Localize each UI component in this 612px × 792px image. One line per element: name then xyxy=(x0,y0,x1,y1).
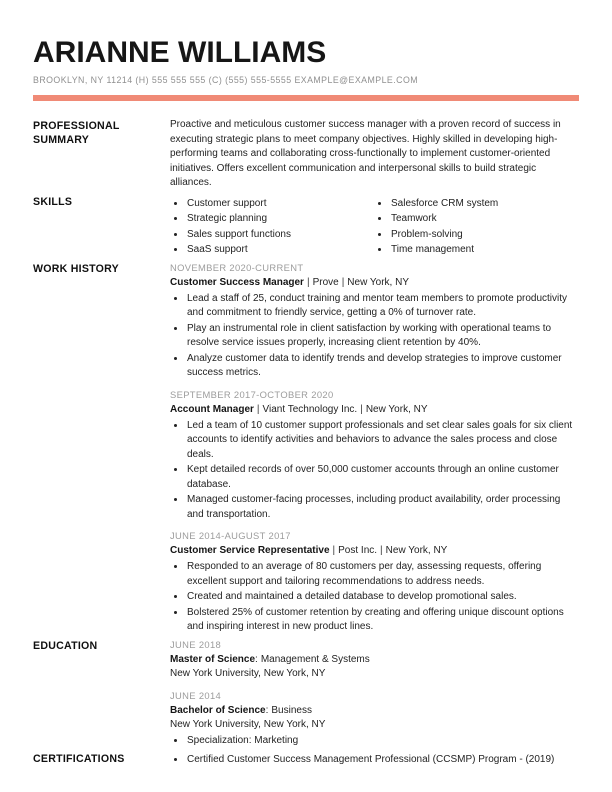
section-professional-summary xyxy=(33,118,579,191)
degree-entry xyxy=(170,639,579,682)
job-bullet-list xyxy=(170,418,579,523)
job-company: Post Inc. xyxy=(338,545,378,556)
section-education xyxy=(33,638,579,749)
job-location: New York, NY xyxy=(347,276,409,288)
section-label-skills: SKILLS xyxy=(33,195,73,208)
job-entry xyxy=(170,262,579,381)
pipe-separator: | xyxy=(332,545,336,556)
school-name: New York University, New York, NY xyxy=(170,668,326,679)
job-bullet: • Managed customer-facing processes, including product availability, order processing and transportation. xyxy=(186,492,579,522)
job-title: Customer Success Manager xyxy=(170,276,304,288)
job-entry xyxy=(170,530,579,635)
degree-line xyxy=(170,653,579,668)
section-certifications xyxy=(33,751,579,768)
skill-item: • Salesforce CRM system xyxy=(390,196,498,212)
pipe-separator: | xyxy=(341,276,345,288)
degree-line xyxy=(170,704,579,719)
education-bullet: • Specialization: Marketing xyxy=(186,733,579,749)
degree-entry xyxy=(170,690,579,749)
resume-body xyxy=(33,118,579,768)
school-name: New York University, New York, NY xyxy=(170,719,326,730)
person-name: ARIANNE WILLIAMS xyxy=(33,36,327,69)
job-location: New York, NY xyxy=(365,403,428,415)
skills-list-right xyxy=(374,196,498,258)
skill-item: • Customer support xyxy=(186,196,374,212)
job-dates: JUNE 2014-AUGUST 2017 xyxy=(170,530,291,541)
colon-separator: : xyxy=(255,653,258,665)
job-company: Prove xyxy=(312,276,339,288)
degree-field: Business xyxy=(271,704,312,716)
skill-item: • Strategic planning xyxy=(186,211,374,227)
skill-item: • SaaS support xyxy=(186,242,374,258)
section-label-summary: PROFESSIONAL SUMMARY xyxy=(33,120,120,146)
job-bullet: • Lead a staff of 25, conduct training and mentor team members to promote productivity and commitment to friendly service, getting a 0% of turnover rate. xyxy=(186,291,579,321)
section-label-education: EDUCATION xyxy=(33,639,98,652)
skills-list-left xyxy=(170,196,374,258)
certification-item: • Certified Customer Success Management Professional (CCSMP) Program - (2019) xyxy=(186,752,579,768)
job-entry xyxy=(170,389,579,523)
job-dates: SEPTEMBER 2017-OCTOBER 2020 xyxy=(170,388,334,400)
job-dates: NOVEMBER 2020-CURRENT xyxy=(170,261,304,273)
education-bullet-list xyxy=(170,733,579,749)
job-bullet: • Responded to an average of 80 customers per day, assessing requests, offering excellent support and tailoring recommendations to address needs. xyxy=(186,559,579,589)
pipe-separator: | xyxy=(360,403,363,415)
job-bullet-list xyxy=(170,291,579,381)
accent-divider xyxy=(33,95,579,101)
job-bullet: • Kept detailed records of over 50,000 customer accounts through an online customer database. xyxy=(186,462,579,492)
contact-line: BROOKLYN, NY 11214 (H) 555 555 555 (C) (555) 555-5555 EXAMPLE@EXAMPLE.COM xyxy=(33,75,419,85)
section-label-work-history: WORK HISTORY xyxy=(33,262,119,275)
skill-item: • Problem-solving xyxy=(390,227,498,243)
job-title-line xyxy=(170,544,579,558)
resume-header xyxy=(33,38,579,101)
pipe-separator: | xyxy=(306,276,310,288)
job-title: Customer Service Representative xyxy=(170,545,330,556)
job-title: Account Manager xyxy=(170,403,254,415)
skill-item: • Teamwork xyxy=(390,211,498,227)
job-company: Viant Technology Inc. xyxy=(262,403,358,415)
degree-date: JUNE 2014 xyxy=(170,689,222,701)
job-bullet: • Created and maintained a detailed database to develop promotional sales. xyxy=(186,589,579,605)
job-bullet-list xyxy=(170,559,579,635)
degree-field: Management & Systems xyxy=(260,653,370,665)
job-bullet: • Analyze customer data to identify trends and develop strategies to improve customer success metrics. xyxy=(186,351,579,381)
job-location: New York, NY xyxy=(385,545,448,556)
section-skills xyxy=(33,194,579,258)
degree-date: JUNE 2018 xyxy=(170,638,222,650)
colon-separator: : xyxy=(265,704,269,716)
job-title-line xyxy=(170,276,579,290)
degree-name: Master of Science xyxy=(170,653,256,665)
degree-name: Bachelor of Science xyxy=(170,704,266,716)
pipe-separator: | xyxy=(256,403,260,415)
pipe-separator: | xyxy=(380,545,383,556)
certification-list xyxy=(170,752,579,768)
summary-text: Proactive and meticulous customer success manager with a proven record of success in executing strategic plans to meet company objectives. Highly skilled in developing high-performing teams and collaborating cross-functionally to implement customer-oriented initiatives. Offers excellent communication and interpersonal skills to build strategic alliances. xyxy=(170,119,561,188)
section-work-history xyxy=(33,261,579,635)
skill-item: • Sales support functions xyxy=(186,227,374,243)
job-bullet: • Bolstered 25% of customer retention by creating and offering unique discount options and inspiring interest in new product lines. xyxy=(186,605,579,635)
job-bullet: • Led a team of 10 customer support professionals and set clear sales goals for six client accounts to identify activities and behaviors to advance the sales process and close deals. xyxy=(186,418,579,463)
job-bullet: • Play an instrumental role in client satisfaction by working with operational teams to resolve service issues properly, increasing client retention by 40%. xyxy=(186,321,579,351)
skill-item: • Time management xyxy=(390,242,498,258)
job-title-line xyxy=(170,403,579,417)
section-label-certifications: CERTIFICATIONS xyxy=(33,753,125,765)
